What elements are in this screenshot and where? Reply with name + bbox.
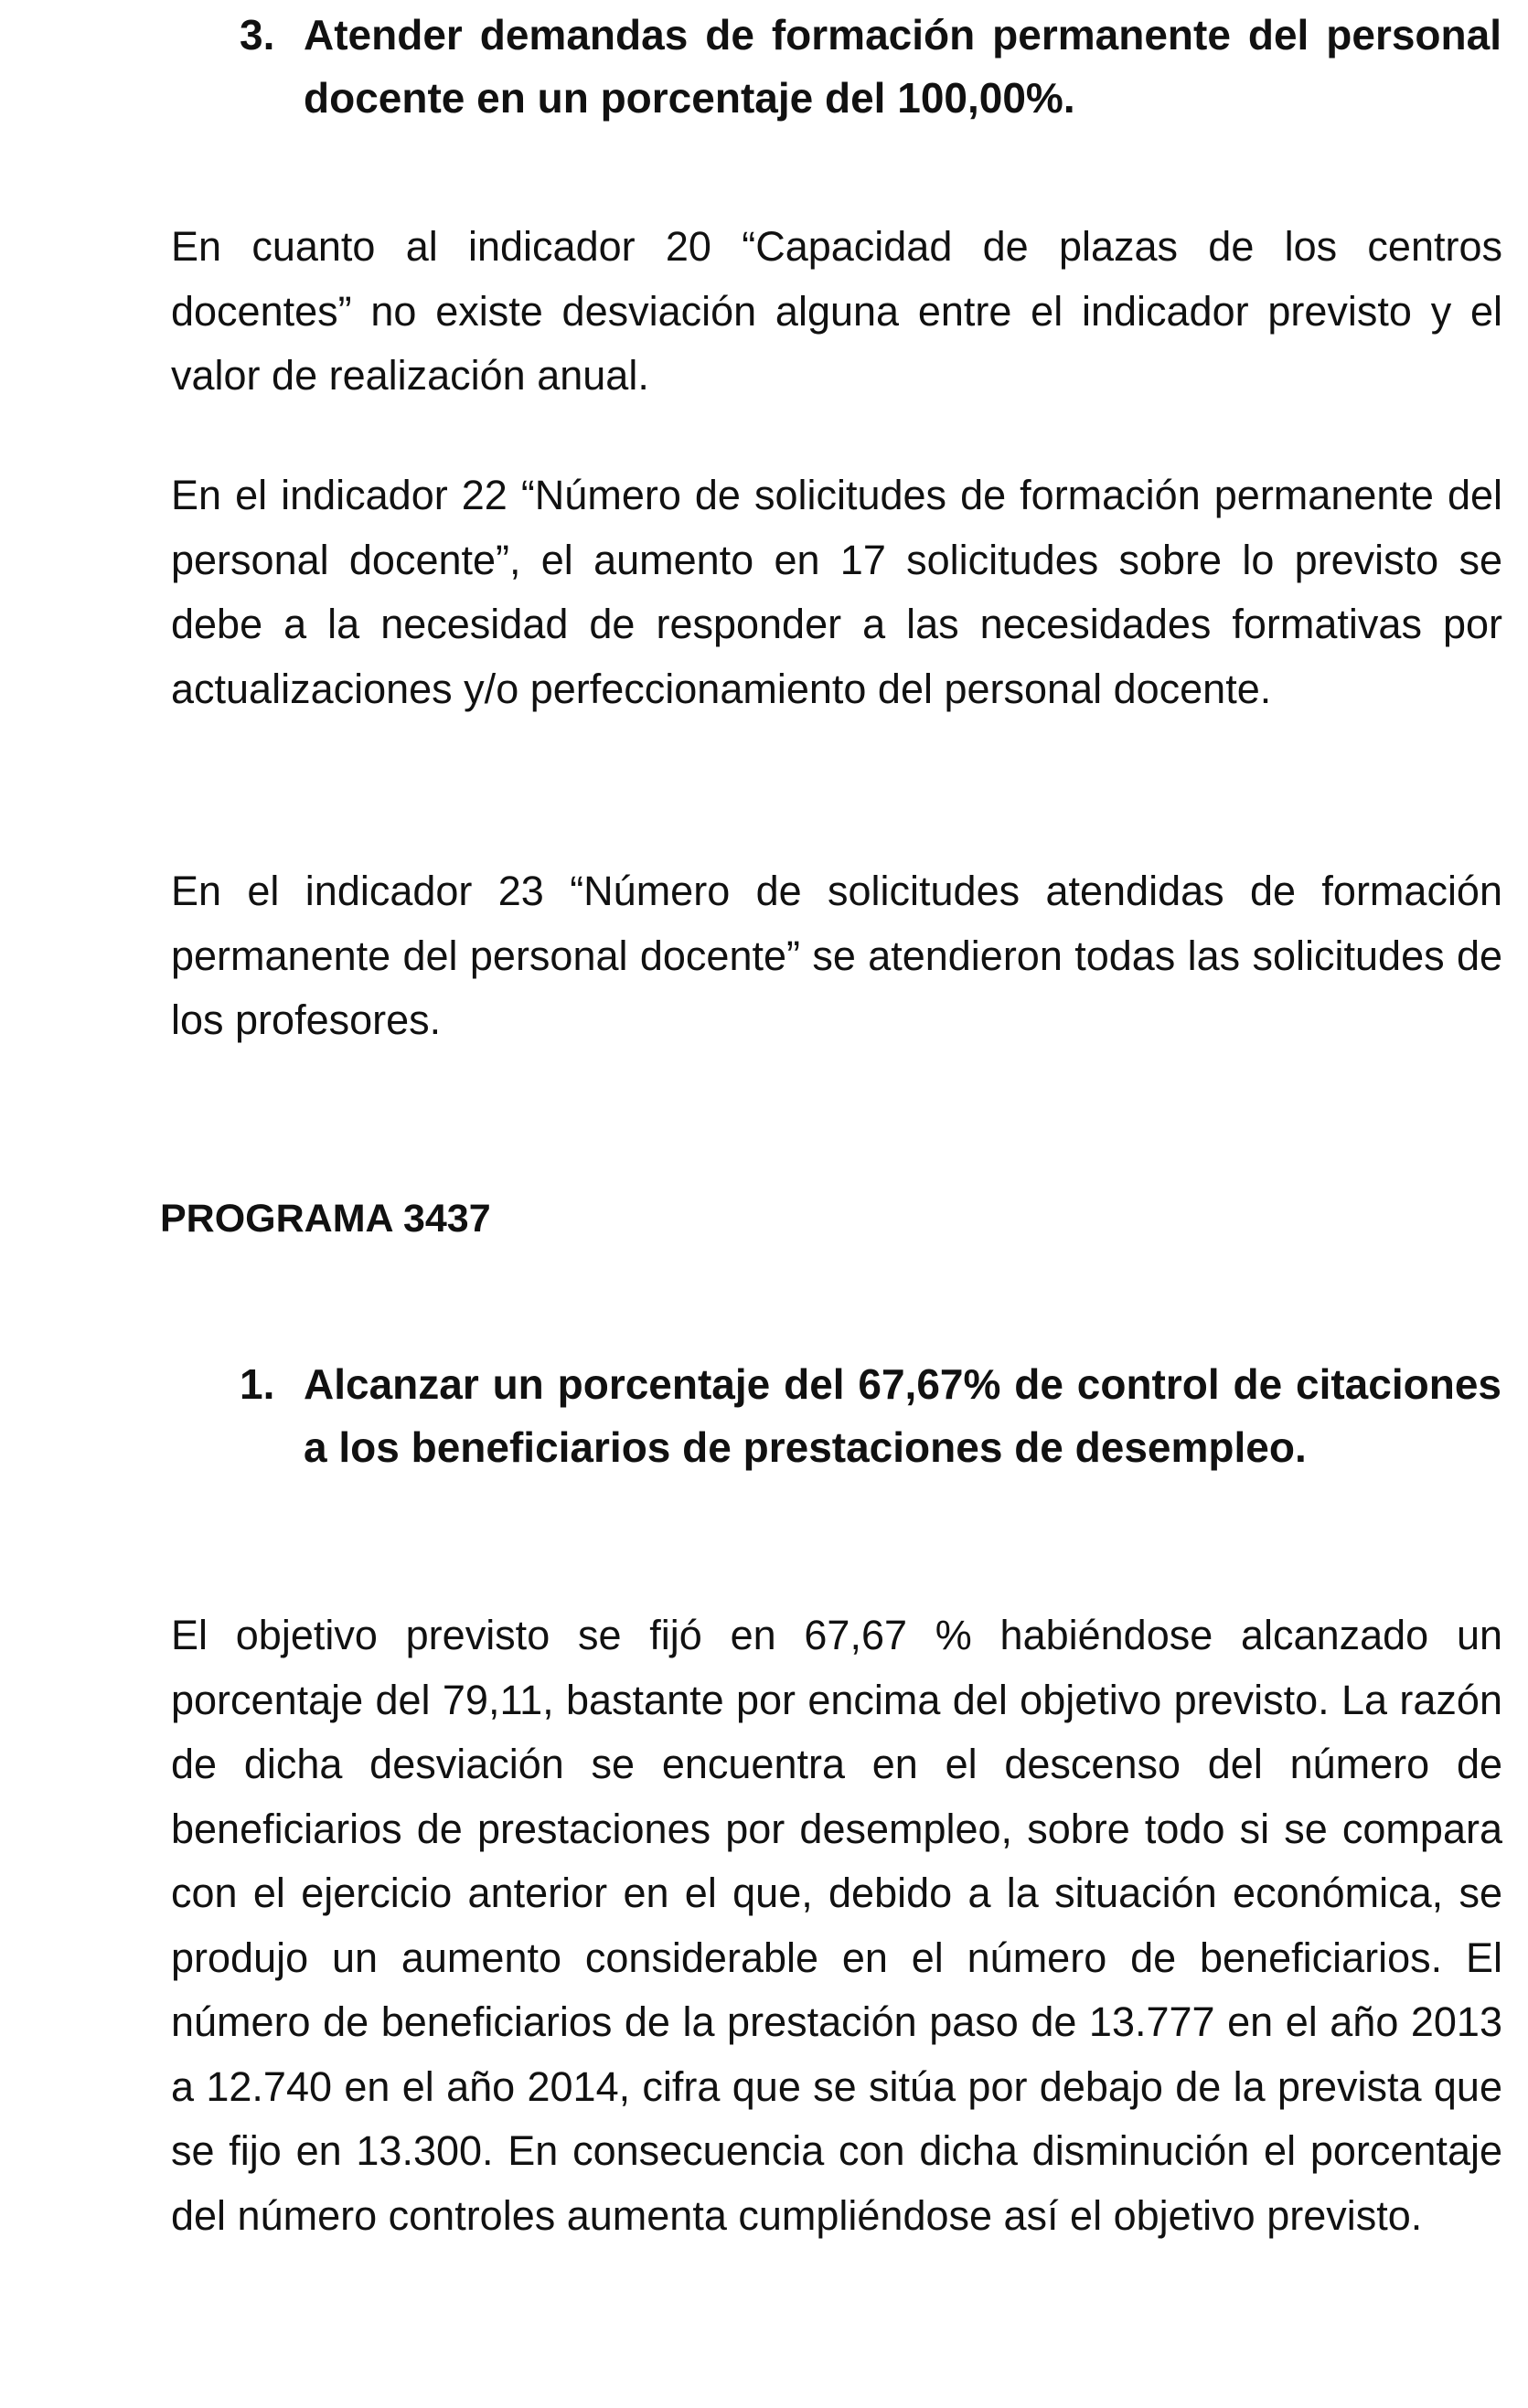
objective-number: 3. — [240, 11, 275, 59]
objective-heading-3 — [240, 4, 1501, 130]
paragraph-programa-3437: El objetivo previsto se fijó en 67,67 % habiéndose alcanzado un porcentaje del 79,11, bastante por encima del objetivo previsto. La razón de dicha desviación se encuentra en el descenso del número de beneficiarios de prestaciones por desempleo, sobre todo si se compara con el ejercicio anterior en el que, debido a la situación económica, se produjo un aumento considerable en el número de beneficiarios. El número de beneficiarios de la prestación paso de 13.777 en el año 2013 a 12.740 en el año 2014, cifra que se sitúa por debajo de la prevista que se fijo en 13.300. En consecuencia con dicha disminución el porcentaje del número controles aumenta cumpliéndose así el objetivo previsto. — [171, 1612, 1502, 2239]
objective-number: 1. — [240, 1360, 275, 1408]
paragraph-indicador-23: En el indicador 23 “Número de solicitudes atendidas de formación permanente del personal docente” se atendieron todas las solicitudes de los profesores. — [171, 868, 1502, 1043]
objective-text: Alcanzar un porcentaje del 67,67% de control de citaciones a los beneficiarios de prestaciones de desempleo. — [304, 1360, 1501, 1471]
objective-heading-1 — [240, 1353, 1501, 1479]
paragraph-indicador-22: En el indicador 22 “Número de solicitudes de formación permanente del personal docente”, el aumento en 17 solicitudes sobre lo previsto se debe a la necesidad de responder a las necesidades formativas por actualizaciones y/o perfeccionamiento del personal docente. — [171, 472, 1502, 712]
section-title: PROGRAMA 3437 — [160, 1197, 491, 1241]
paragraph-indicador-20: En cuanto al indicador 20 “Capacidad de plazas de los centros docentes” no existe desviación alguna entre el indicador previsto y el valor de realización anual. — [171, 223, 1502, 399]
objective-text: Atender demandas de formación permanente del personal docente en un porcentaje del 100,00%. — [304, 11, 1501, 122]
